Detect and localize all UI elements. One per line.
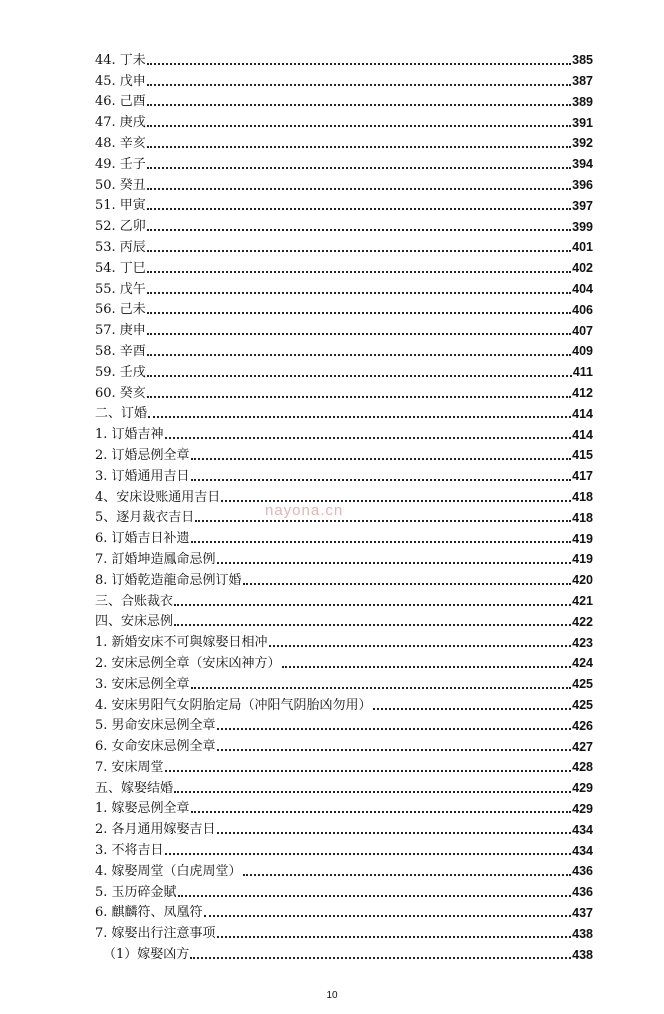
toc-entry[interactable] bbox=[95, 940, 593, 961]
toc-entry[interactable] bbox=[95, 275, 593, 296]
toc-entry-page: 438 bbox=[572, 947, 593, 962]
toc-entry[interactable] bbox=[95, 358, 593, 379]
toc-entry[interactable] bbox=[95, 712, 593, 733]
toc-entry-page: 402 bbox=[572, 261, 593, 276]
toc-entry-page: 422 bbox=[572, 614, 593, 629]
toc-entry[interactable] bbox=[95, 857, 593, 878]
dot-leader bbox=[165, 770, 572, 772]
toc-entry-page: 391 bbox=[572, 115, 593, 130]
dot-leader bbox=[191, 541, 572, 543]
toc-entry[interactable] bbox=[95, 753, 593, 774]
dot-leader bbox=[147, 292, 571, 294]
toc-entry[interactable] bbox=[95, 150, 593, 171]
toc-entry-page: 414 bbox=[572, 427, 593, 442]
toc-entry-page: 404 bbox=[572, 282, 593, 297]
toc-entry[interactable] bbox=[95, 815, 593, 836]
dot-leader bbox=[147, 125, 571, 127]
toc-entry[interactable] bbox=[95, 233, 593, 254]
toc-entry-label: 7. 安床周堂 bbox=[95, 759, 164, 775]
toc-entry-label: 1. 订婚吉神 bbox=[95, 427, 164, 443]
toc-entry[interactable] bbox=[95, 628, 593, 649]
toc-entry[interactable] bbox=[95, 88, 593, 109]
toc-entry-label: 52. 乙卯 bbox=[95, 219, 146, 235]
watermark: nayona.cn bbox=[265, 502, 344, 519]
toc-entry-label: （1）嫁娶凶方 bbox=[103, 947, 190, 963]
dot-leader bbox=[147, 63, 571, 65]
toc-entry-page: 425 bbox=[572, 677, 593, 692]
toc-entry[interactable] bbox=[95, 899, 593, 920]
toc-entry[interactable] bbox=[95, 441, 593, 462]
toc-entry-page: 392 bbox=[572, 136, 593, 151]
toc-entry-label: 4、安床设账通用吉日 bbox=[95, 489, 221, 505]
dot-leader bbox=[147, 104, 571, 106]
toc-entry-label: 二、订婚 bbox=[95, 406, 148, 422]
toc-entry-label: 1. 新婚安床不可與嫁娶日相冲 bbox=[95, 635, 268, 651]
dot-leader bbox=[191, 458, 572, 460]
toc-entry-label: 8. 订婚乾造龍命忌例订婚 bbox=[95, 572, 242, 588]
toc-entry-label: 45. 戊申 bbox=[95, 73, 146, 89]
toc-entry[interactable] bbox=[95, 212, 593, 233]
toc-entry-label: 46. 己酉 bbox=[95, 94, 146, 110]
dot-leader bbox=[217, 562, 572, 564]
toc-entry-label: 2. 安床忌例全章（安床凶神方） bbox=[95, 655, 281, 671]
toc-entry-page: 411 bbox=[572, 365, 593, 380]
toc-entry-page: 419 bbox=[572, 531, 593, 546]
toc-entry-page: 397 bbox=[572, 198, 593, 213]
page-number: 10 bbox=[326, 990, 338, 1001]
toc-entry-page: 418 bbox=[572, 490, 593, 505]
toc-entry[interactable] bbox=[95, 566, 593, 587]
dot-leader bbox=[191, 687, 572, 689]
toc-entry-label: 7. 訂婚坤造鳳命忌例 bbox=[95, 551, 216, 567]
toc-entry-page: 420 bbox=[572, 573, 593, 588]
toc-entry-label: 三、合账裁衣 bbox=[95, 593, 174, 609]
toc-entry-page: 385 bbox=[572, 53, 593, 68]
toc-entry[interactable] bbox=[95, 316, 593, 337]
toc-entry-page: 415 bbox=[572, 448, 593, 463]
dot-leader bbox=[147, 229, 571, 231]
toc-entry-label: 5. 玉历碎金賦 bbox=[95, 884, 177, 900]
toc-entry-page: 438 bbox=[572, 926, 593, 941]
dot-leader bbox=[217, 832, 572, 834]
toc-entry[interactable] bbox=[95, 774, 593, 795]
toc-entry-page: 434 bbox=[572, 822, 593, 837]
toc-entry-label: 1. 嫁娶忌例全章 bbox=[95, 801, 190, 817]
dot-leader bbox=[217, 936, 572, 938]
dot-leader bbox=[147, 167, 571, 169]
dot-leader bbox=[243, 874, 572, 876]
toc-entry[interactable] bbox=[95, 67, 593, 88]
dot-leader bbox=[282, 666, 572, 668]
toc-entry[interactable] bbox=[95, 296, 593, 317]
dot-leader bbox=[148, 416, 571, 418]
toc-entry[interactable] bbox=[95, 108, 593, 129]
toc-entry[interactable] bbox=[95, 420, 593, 441]
dot-leader bbox=[165, 437, 572, 439]
toc-entry[interactable] bbox=[95, 192, 593, 213]
dot-leader bbox=[147, 208, 571, 210]
toc-entry[interactable] bbox=[95, 878, 593, 899]
toc-entry-label: 54. 丁巳 bbox=[95, 260, 146, 276]
toc-entry-page: 428 bbox=[572, 760, 593, 775]
toc-entry-page: 396 bbox=[572, 178, 593, 193]
toc-entry-label: 2. 订婚忌例全章 bbox=[95, 447, 190, 463]
dot-leader bbox=[190, 957, 571, 959]
toc-entry-label: 57. 庚申 bbox=[95, 323, 146, 339]
toc-entry-label: 5、逐月裁衣吉日 bbox=[95, 510, 195, 526]
toc-entry-label: 51. 甲寅 bbox=[95, 198, 146, 214]
toc-entry[interactable] bbox=[95, 732, 593, 753]
dot-leader bbox=[178, 895, 572, 897]
toc-entry[interactable] bbox=[95, 545, 593, 566]
toc-entry-label: 53. 丙辰 bbox=[95, 239, 146, 255]
toc-entry-label: 6. 订婚吉日补遗 bbox=[95, 531, 190, 547]
toc-entry-label: 3. 安床忌例全章 bbox=[95, 676, 190, 692]
dot-leader bbox=[217, 728, 572, 730]
dot-leader bbox=[191, 811, 572, 813]
dot-leader bbox=[195, 520, 571, 522]
toc-entry-page: 387 bbox=[572, 74, 593, 89]
toc-entry[interactable] bbox=[95, 171, 593, 192]
dot-leader bbox=[147, 375, 572, 377]
dot-leader bbox=[147, 354, 571, 356]
dot-leader bbox=[147, 333, 571, 335]
toc-entry-page: 417 bbox=[572, 469, 593, 484]
toc-entry-label: 5. 男命安床忌例全章 bbox=[95, 718, 216, 734]
toc-entry-page: 436 bbox=[572, 864, 593, 879]
dot-leader bbox=[217, 749, 572, 751]
toc-entry[interactable] bbox=[95, 795, 593, 816]
toc-entry-label: 56. 己未 bbox=[95, 302, 146, 318]
toc-entry-label: 6. 女命安床忌例全章 bbox=[95, 739, 216, 755]
dot-leader bbox=[204, 915, 572, 917]
toc-entry-label: 7. 嫁娶出行注意事项 bbox=[95, 926, 216, 942]
toc-entry-page: 406 bbox=[572, 302, 593, 317]
toc-entry-page: 421 bbox=[572, 594, 593, 609]
toc-entry[interactable] bbox=[95, 254, 593, 275]
toc-entry[interactable] bbox=[95, 587, 593, 608]
toc-entry[interactable] bbox=[95, 337, 593, 358]
toc-entry-page: 424 bbox=[572, 656, 593, 671]
toc-entry-page: 389 bbox=[572, 94, 593, 109]
toc-entry-page: 434 bbox=[572, 843, 593, 858]
dot-leader bbox=[174, 624, 571, 626]
toc-entry-label: 60. 癸亥 bbox=[95, 385, 146, 401]
toc-entry-page: 426 bbox=[572, 718, 593, 733]
toc-entry[interactable] bbox=[95, 608, 593, 629]
toc-entry[interactable] bbox=[95, 462, 593, 483]
toc-entry[interactable] bbox=[95, 670, 593, 691]
toc-entry[interactable] bbox=[95, 46, 593, 67]
dot-leader bbox=[269, 645, 572, 647]
toc-entry-page: 394 bbox=[572, 157, 593, 172]
toc-entry-label: 6. 麒麟符、凤凰符 bbox=[95, 905, 203, 921]
toc-entry-page: 407 bbox=[572, 323, 593, 338]
toc-entry-label: 3. 不将吉日 bbox=[95, 843, 164, 859]
toc-entry-label: 50. 癸丑 bbox=[95, 177, 146, 193]
toc-entry-page: 412 bbox=[572, 386, 593, 401]
toc-entry-label: 55. 戊午 bbox=[95, 281, 146, 297]
toc-entry-label: 48. 辛亥 bbox=[95, 135, 146, 151]
toc-entry-page: 418 bbox=[572, 510, 593, 525]
dot-leader bbox=[174, 791, 571, 793]
dot-leader bbox=[174, 604, 571, 606]
toc-entry-label: 4. 嫁娶周堂（白虎周堂） bbox=[95, 863, 242, 879]
toc-entry-label: 四、安床忌例 bbox=[95, 614, 174, 630]
dot-leader bbox=[165, 853, 572, 855]
toc-entry-label: 49. 壬子 bbox=[95, 156, 146, 172]
dot-leader bbox=[147, 271, 571, 273]
toc-entry[interactable] bbox=[95, 691, 593, 712]
toc-entry[interactable] bbox=[95, 129, 593, 150]
toc-entry-label: 47. 庚戌 bbox=[95, 115, 146, 131]
toc-entry-page: 423 bbox=[572, 635, 593, 650]
toc-entry-label: 3. 订婚通用吉日 bbox=[95, 468, 190, 484]
dot-leader bbox=[147, 250, 571, 252]
table-of-contents bbox=[95, 46, 593, 961]
toc-entry[interactable] bbox=[95, 649, 593, 670]
toc-entry-label: 58. 辛酉 bbox=[95, 343, 146, 359]
toc-entry-page: 399 bbox=[572, 219, 593, 234]
toc-entry-page: 425 bbox=[572, 698, 593, 712]
toc-entry[interactable] bbox=[95, 836, 593, 857]
toc-entry-label: 2. 各月通用嫁娶吉日 bbox=[95, 822, 216, 838]
toc-entry-page: 437 bbox=[572, 905, 593, 920]
toc-entry[interactable] bbox=[95, 919, 593, 940]
toc-entry-page: 409 bbox=[572, 344, 593, 359]
toc-entry[interactable] bbox=[95, 483, 593, 504]
dot-leader bbox=[373, 708, 572, 710]
toc-entry-page: 414 bbox=[572, 406, 593, 421]
toc-entry-label: 4. 安床男阳气女阴胎定局（冲阳气阴胎凶勿用） bbox=[95, 697, 372, 713]
toc-entry-label: 五、嫁娶结婚 bbox=[95, 780, 174, 796]
dot-leader bbox=[147, 84, 571, 86]
dot-leader bbox=[243, 583, 572, 585]
dot-leader bbox=[191, 479, 572, 481]
toc-entry-label: 59. 壬戌 bbox=[95, 364, 146, 380]
toc-entry[interactable] bbox=[95, 379, 593, 400]
dot-leader bbox=[147, 188, 571, 190]
toc-entry-page: 429 bbox=[572, 781, 593, 796]
dot-leader bbox=[147, 312, 571, 314]
toc-entry-page: 419 bbox=[572, 552, 593, 567]
toc-entry-page: 427 bbox=[572, 739, 593, 754]
toc-entry-page: 436 bbox=[572, 885, 593, 900]
toc-entry[interactable] bbox=[95, 524, 593, 545]
toc-entry[interactable] bbox=[95, 504, 593, 525]
toc-entry-page: 429 bbox=[572, 801, 593, 816]
dot-leader bbox=[147, 396, 571, 398]
dot-leader bbox=[147, 146, 571, 148]
toc-entry[interactable] bbox=[95, 400, 593, 421]
toc-entry-page: 401 bbox=[572, 240, 593, 255]
toc-entry-label: 44. 丁未 bbox=[95, 52, 146, 68]
